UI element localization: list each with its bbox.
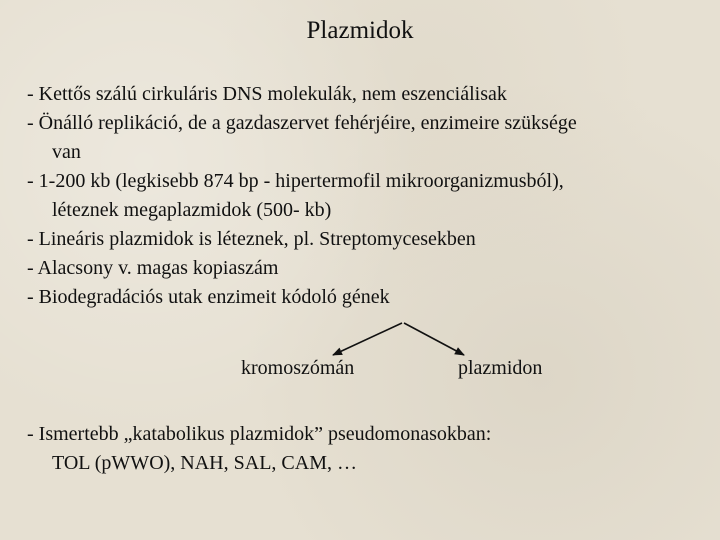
bullet-item: - Lineáris plazmidok is léteznek, pl. Streptomycesekben (27, 228, 476, 250)
branch-label-plasmid: plazmidon (458, 357, 543, 379)
arrow-right (404, 323, 464, 355)
arrow-left (333, 323, 402, 355)
bullet-item-continuation: TOL (pWWO), NAH, SAL, CAM, … (52, 452, 357, 474)
slide-title-text: Plazmidok (306, 17, 414, 44)
bullet-item-continuation: van (52, 141, 81, 163)
bullet-item: - 1-200 kb (legkisebb 874 bp - hipertermofil mikroorganizmusból), (27, 170, 564, 192)
bullet-item-continuation: léteznek megaplazmidok (500- kb) (52, 199, 332, 221)
slide-title (0, 14, 720, 48)
branch-label-chromosome: kromoszómán (241, 357, 355, 379)
bullet-item: - Kettős szálú cirkuláris DNS molekulák, nem eszenciálisak (27, 83, 507, 105)
bullet-item: - Önálló replikáció, de a gazdaszervet fehérjéire, enzimeire szüksége (27, 112, 577, 134)
bullet-item: - Alacsony v. magas kopiaszám (27, 257, 279, 279)
bullet-item: - Biodegradációs utak enzimeit kódoló gének (27, 286, 390, 308)
bullet-list (27, 80, 707, 312)
bullet-item: - Ismertebb „katabolikus plazmidok” pseudomonasokban: (27, 423, 492, 445)
bottom-text (27, 420, 491, 478)
